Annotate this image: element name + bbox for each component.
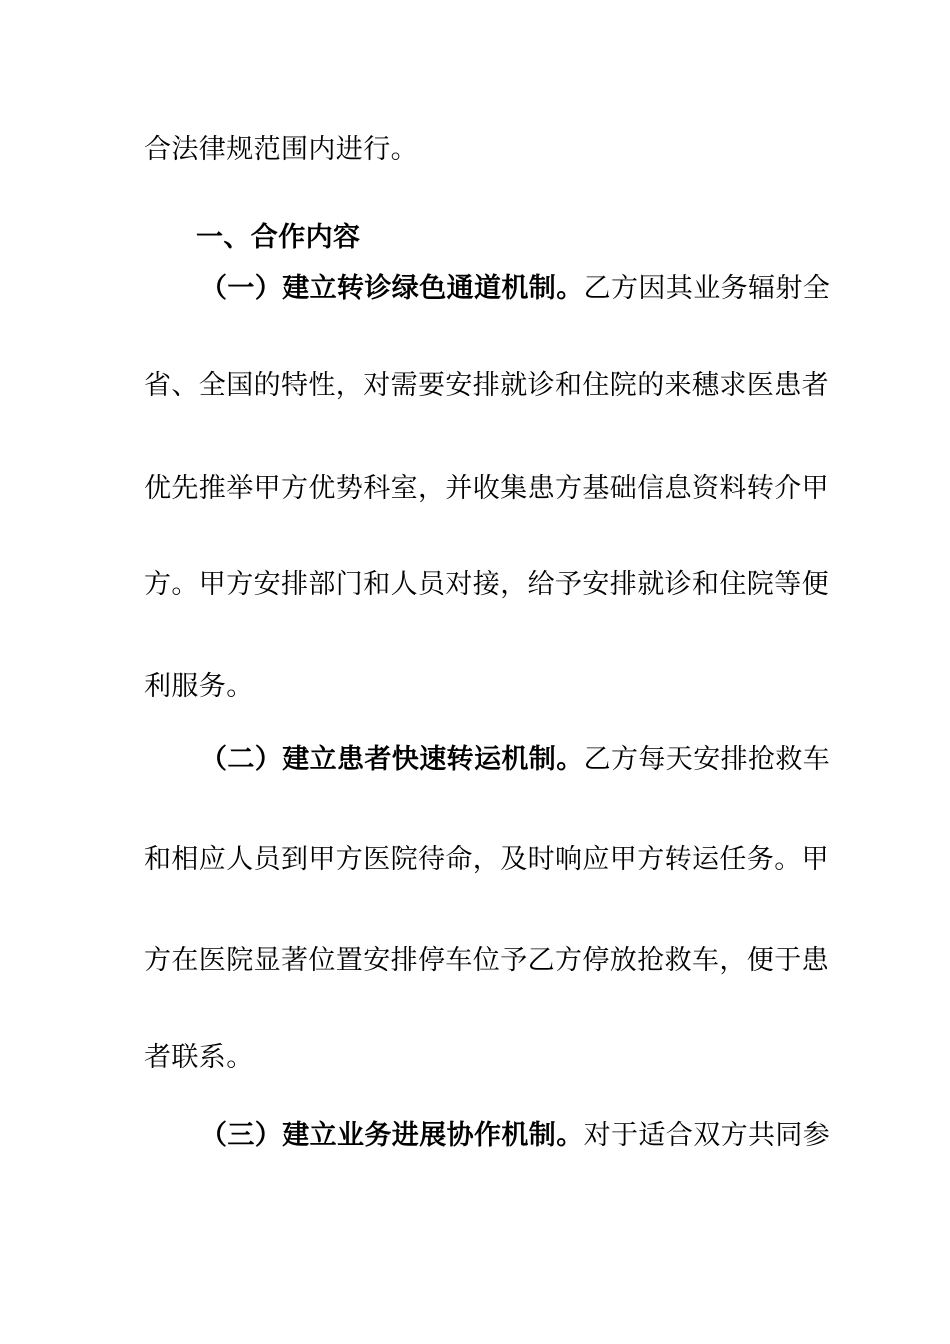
section-1-line: 方。甲方安排部门和人员对接，给予安排就诊和住院等便 [144, 569, 829, 600]
section-3-text: 对于适合双方共同参 [583, 1120, 831, 1151]
section-2-title: （二）建立患者快速转运机制。 [200, 744, 584, 775]
section-1-text: 乙方因其业务辐射全 [583, 273, 831, 304]
section-1-line: 优先推举甲方优势科室，并收集患方基础信息资料转介甲 [144, 473, 829, 504]
section-2-line: 和相应人员到甲方医院待命，及时响应甲方转运任务。甲 [144, 844, 829, 875]
section-2-line: 方在医院显著位置安排停车位予乙方停放抢救车，便于患 [144, 945, 829, 976]
section-2-first-line [200, 742, 830, 778]
section-1-first-line [200, 271, 830, 307]
section-heading: 一、合作内容 [196, 222, 361, 253]
section-1-title: （一）建立转诊绿色通道机制。 [200, 273, 584, 304]
section-2-text: 乙方每天安排抢救车 [583, 744, 831, 775]
section-3-title: （三）建立业务进展协作机制。 [200, 1120, 584, 1151]
paragraph-line: 合法律规范围内进行。 [144, 134, 418, 165]
section-2-line: 者联系。 [144, 1042, 254, 1073]
section-3-first-line [200, 1118, 830, 1154]
section-1-line: 利服务。 [144, 671, 254, 702]
section-1-line: 省、全国的特性，对需要安排就诊和住院的来穗求医患者 [144, 370, 829, 401]
